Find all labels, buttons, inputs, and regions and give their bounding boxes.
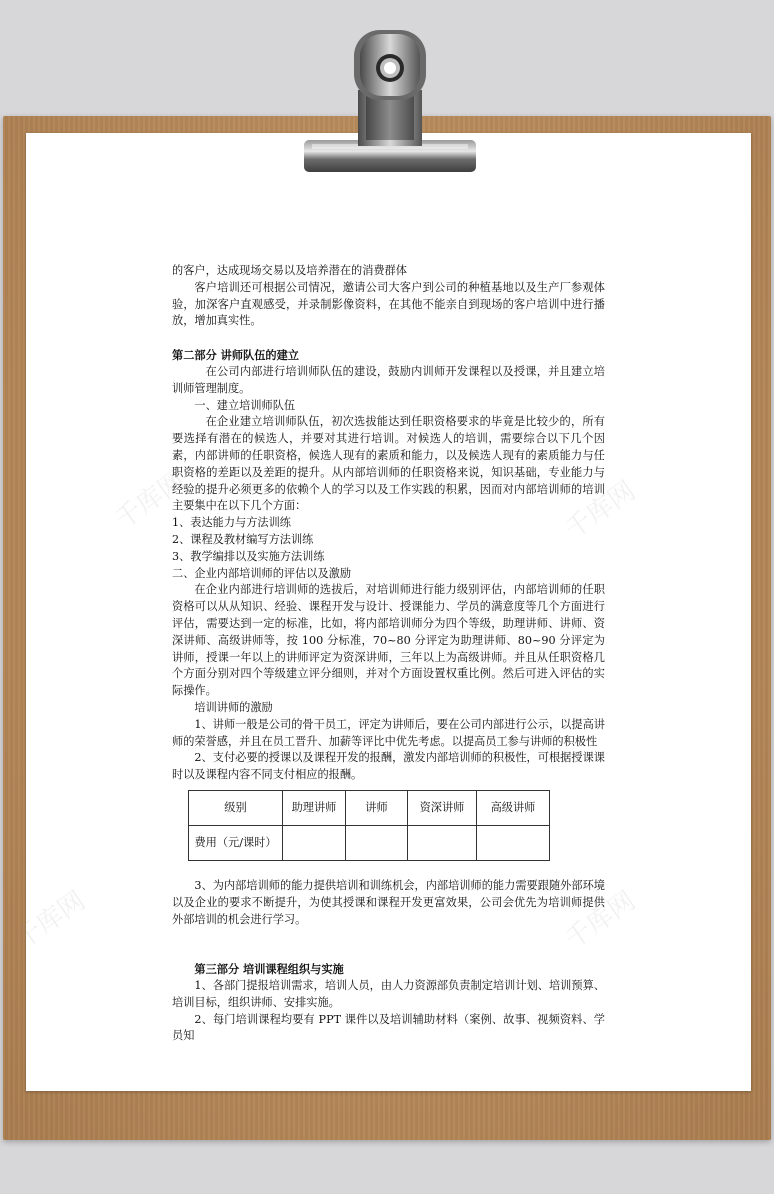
table-header-cell: 级别 [189,790,283,825]
table-cell [283,825,346,860]
watermark: 千库网 [559,475,641,546]
table-row [189,825,550,860]
section-heading: 第二部分 讲师队伍的建立 [172,348,299,363]
document-body [172,263,605,1045]
list-item: 1、表达能力与方法训练 [172,516,291,530]
table-row [189,790,550,825]
paragraph: 在企业内部进行培训师的选拔后，对培训师进行能力级别评估，内部培训师的任职资格可以从从知识、经验、课程开发与设计、授课能力、学员的满意度等几个方面进行评估，需要达到一定的标准，比如，将内部培训师分为四个等级，助理讲师、讲师、资深讲师、高级讲师等，按 100 分标准，70~80 分评定为助理讲师、80~90 分评定为讲师，授课一年以上的讲师评定为资深讲师，三年以上为高级讲师。并且从任职资格几个方面分别对四个等级建立评分细则，并对个方面设置权重比例。然后可进入评估的实际操作。 [172,583,605,698]
paragraph: 1、讲师一般是公司的骨干员工，评定为讲师后，要在公司内部进行公示，以提高讲师的荣誉感，并且在员工晋升、加薪等评比中优先考虑。以提高员工参与讲师的积极性 [172,717,605,748]
table-cell: 费用（元/课时） [189,825,283,860]
watermark: 千库网 [559,885,641,956]
paragraph: 2、每门培训课程均要有 PPT 课件以及培训辅助材料（案例、故事、视频资料、学员知 [172,1012,605,1043]
paragraph: 的客户，达成现场交易以及培养潜在的消费群体 [172,264,407,277]
paragraph: 3、为内部培训师的能力提供培训和训练机会，内部培训师的能力需要跟随外部环境以及企业的要求不断提升，为使其授课和课程开发更富效果，公司会优先为培训师提供外部培训的机会进行学习。 [172,878,605,926]
table-header-cell: 资深讲师 [408,790,477,825]
table-header-cell: 讲师 [346,790,408,825]
table-cell [346,825,408,860]
paragraph: 2、支付必要的授课以及课程开发的报酬，激发内部培训师的积极性，可根据授课课时以及课程内容不同支付相应的报酬。 [172,751,605,782]
table-cell [408,825,477,860]
fee-table [188,790,550,861]
watermark: 千库网 [9,885,91,956]
watermark: 千库网 [109,465,191,536]
paragraph: 客户培训还可根据公司情况，邀请公司大客户到公司的种植基地以及生产厂参观体验，加深客户直观感受，并录制影像资料，在其他不能亲自到现场的客户培训中进行播放，增加真实性。 [172,280,605,328]
table-header-cell: 助理讲师 [283,790,346,825]
table-header-cell: 高级讲师 [477,790,550,825]
binder-clip-icon [300,28,480,178]
list-item: 3、教学编排以及实施方法训练 [172,549,325,563]
subheading: 二、企业内部培训师的评估以及激励 [172,566,352,580]
paragraph: 在公司内部进行培训师队伍的建设，鼓励内训师开发课程以及授课，并且建立培训师管理制度。 [172,364,605,395]
table-cell [477,825,550,860]
section-heading: 第三部分 培训课程组织与实施 [194,962,344,977]
list-item: 2、课程及教材编写方法训练 [172,532,314,546]
paragraph: 1、各部门提报培训需求，培训人员，由人力资源部负责制定培训计划、培训预算、培训目标，组织讲师、安排实施。 [172,979,605,1009]
subheading: 一、建立培训师队伍 [194,398,296,412]
paragraph: 在企业建立培训师队伍，初次选拔能达到任职资格要求的毕竟是比较少的，所有要选择有潜在的候选人，并要对其进行培训。对候选人的培训，需要综合以下几个因素，内部讲师的任职资格，候选人现有的素质和能力，以及候选人现有的素质能力与任职资格的差距以及差距的提升。从内部培训师的任职资格来说，知识基础，专业能力与经验的提升必须更多的依赖个人的学习以及工作实践的积累，因而对内部培训师的培训主要集中在以下几个方面： [172,415,605,513]
subheading: 培训讲师的激励 [194,700,273,714]
